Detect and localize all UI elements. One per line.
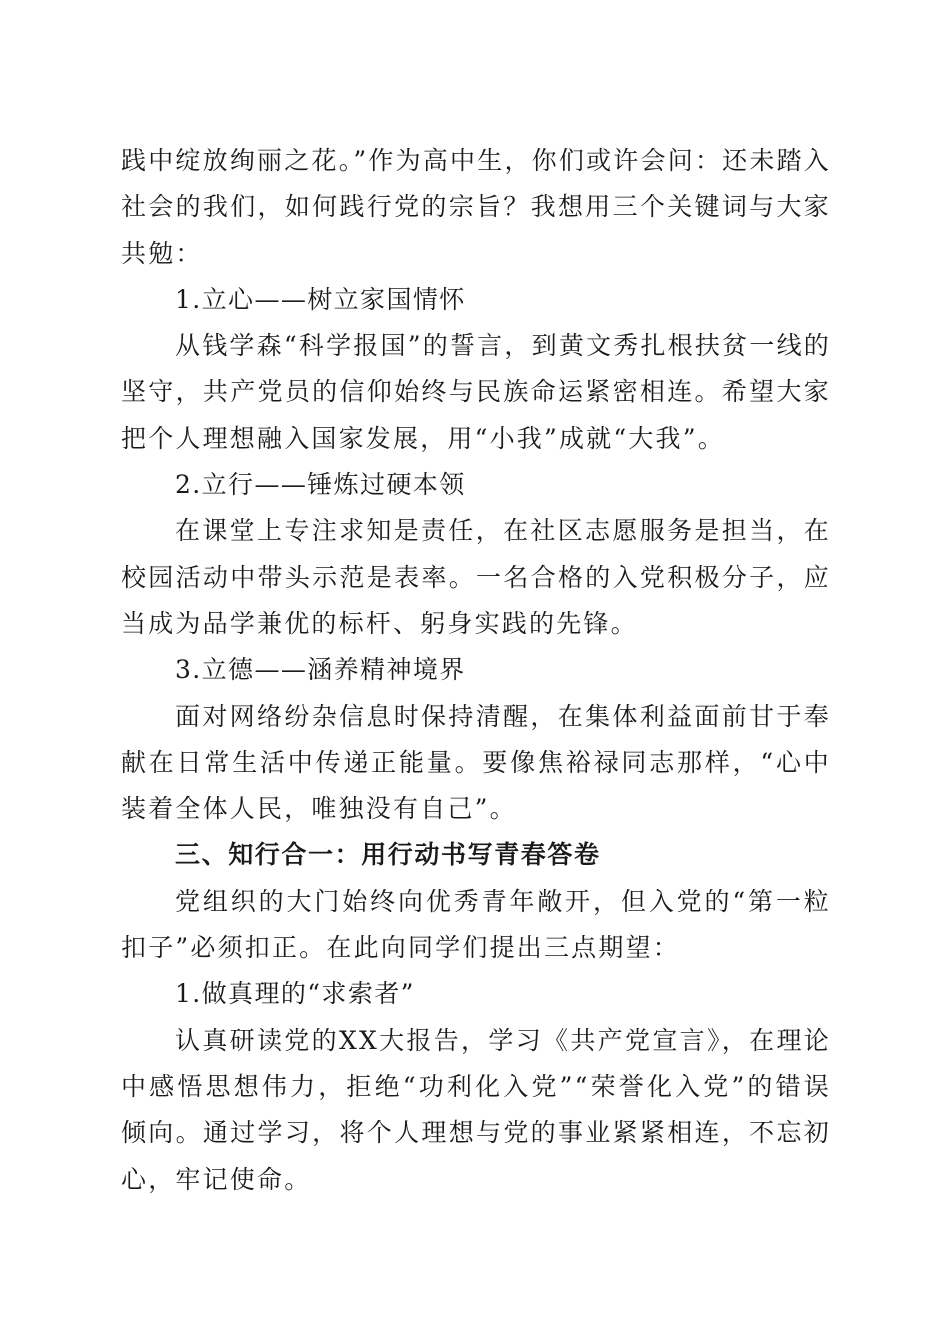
subheading-lixin: 1.立心——树立家国情怀 <box>175 284 466 314</box>
paragraph-lixing: 在课堂上专注求知是责任，在社区志愿服务是担当，在校园活动中带头示范是表率。一名合格的入党积极分子，应当成为品学兼优的标杆、躬身实践的先锋。 <box>121 516 831 638</box>
subheading-lide: 3.立德——涵养精神境界 <box>175 655 466 685</box>
paragraph-truth-seeker: 认真研读党的XX大报告，学习《共产党宣言》，在理论中感悟思想伟力，拒绝“功利化入党”“荣誉化入党”的错误倾向。通过学习，将个人理想与党的事业紧紧相连，不忘初心，牢记使命。 <box>121 1025 831 1194</box>
paragraph-lixin: 从钱学森“科学报国”的誓言，到黄文秀扎根扶贫一线的坚守，共产党员的信仰始终与民族命运紧密相连。希望大家把个人理想融入国家发展，用“小我”成就“大我”。 <box>121 331 831 453</box>
subheading-truth-seeker: 1.做真理的“求索者” <box>175 979 415 1009</box>
subheading-lixing: 2.立行——锤炼过硬本领 <box>175 470 466 500</box>
paragraph-intro: 践中绽放绚丽之花。”作为高中生，你们或许会问：还未踏入社会的我们，如何践行党的宗旨？我想用三个关键词与大家共勉： <box>121 146 831 268</box>
section-heading-three: 三、知行合一：用行动书写青春答卷 <box>175 840 601 870</box>
paragraph-lide: 面对网络纷杂信息时保持清醒，在集体利益面前甘于奉献在日常生活中传递正能量。要像焦裕禄同志那样，“心中装着全体人民，唯独没有自己”。 <box>121 701 831 824</box>
document-body <box>121 138 831 1203</box>
paragraph-expectations: 党组织的大门始终向优秀青年敞开，但入党的“第一粒扣子”必须扣正。在此向同学们提出三点期望： <box>121 886 831 963</box>
